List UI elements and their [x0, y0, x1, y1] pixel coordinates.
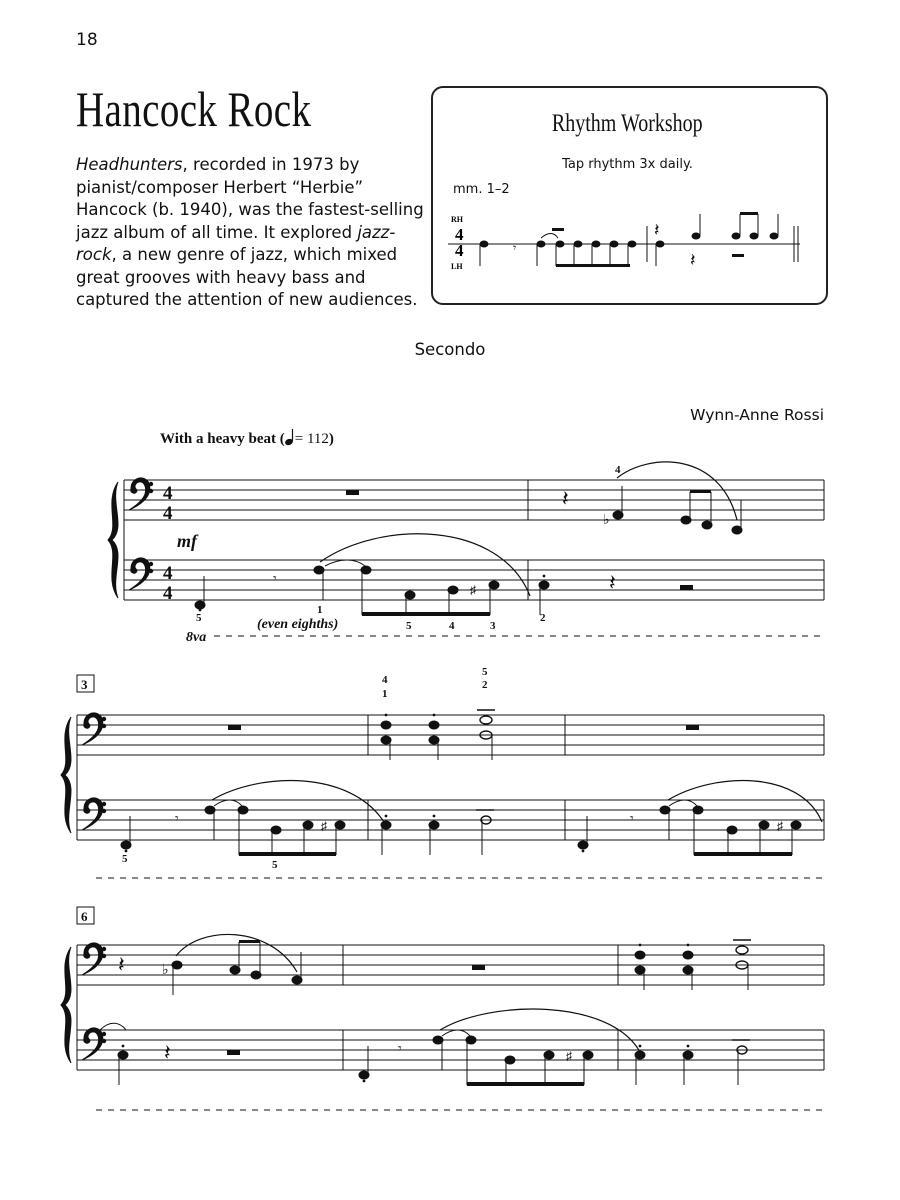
fingering-m1-c: 5 [406, 620, 412, 632]
time-sig-top-lower: 4 [163, 563, 173, 584]
fingering-m1-a: 5 [196, 612, 202, 624]
system-1 [108, 462, 824, 645]
rhythm-workshop-title: Rhythm Workshop [552, 110, 703, 137]
fingering-m2-bottom: 2 [540, 612, 546, 624]
fingering-m4-top-a: 4 [382, 674, 388, 686]
tempo-marking: With a heavy beat ( = 112) [160, 428, 334, 448]
fingering-m2-top: 4 [615, 464, 621, 476]
svg-text:♭: ♭ [603, 513, 610, 528]
octave-mark: 8va [186, 630, 207, 645]
lh-label: LH [451, 262, 463, 271]
time-sig-top-upper: 4 [163, 483, 173, 504]
svg-text:♯: ♯ [566, 1049, 572, 1063]
svg-text:𝄾: 𝄾 [398, 1042, 402, 1057]
time-sig-bottom-lower: 4 [163, 583, 173, 604]
svg-text:♯: ♯ [470, 583, 476, 597]
svg-text:𝄾: 𝄾 [513, 241, 517, 255]
svg-text:𝄽: 𝄽 [690, 250, 696, 270]
fingering-m1-e: 3 [490, 620, 496, 632]
rw-time-bottom: 4 [455, 241, 464, 260]
fingering-m1-b: 1 [317, 604, 323, 616]
svg-text:𝄽: 𝄽 [164, 1040, 171, 1065]
intro-text-a: , recorded in 1973 by pianist/composer Herbert “Herbie” Hancock (b. 1940), was the fastest-selling jazz album of all time. It explored [76, 155, 424, 242]
rhythm-workshop-instruction: Tap rhythm 3x daily. [562, 157, 693, 172]
measure-number-3: 3 [81, 677, 88, 692]
composer-name: Wynn-Anne Rossi [690, 406, 824, 424]
fingering-m3-a: 5 [122, 853, 128, 865]
svg-text:𝄾: 𝄾 [175, 812, 179, 827]
svg-text:♭: ♭ [162, 963, 169, 978]
dynamic-mf: mf [177, 531, 197, 551]
svg-text:𝄾: 𝄾 [630, 812, 634, 827]
rhythm-workshop-staff [448, 212, 800, 271]
rw-time-top: 4 [455, 225, 464, 244]
svg-text:𝄽: 𝄽 [562, 486, 569, 511]
rh-label: RH [451, 215, 463, 224]
fingering-m4-top-b: 1 [382, 688, 388, 700]
measure-number-6: 6 [81, 909, 88, 924]
svg-text:♯: ♯ [777, 819, 783, 833]
system-2 [61, 666, 824, 878]
fingering-m4-top-c: 5 [482, 666, 488, 678]
genre-term: jazz-rock [76, 222, 396, 264]
even-eighths-text: (even eighths) [257, 617, 339, 632]
svg-text:♯: ♯ [321, 819, 327, 833]
svg-text:𝄽: 𝄽 [118, 952, 125, 977]
svg-text:𝄽: 𝄽 [609, 570, 616, 595]
fingering-m3-b: 5 [272, 859, 278, 871]
rhythm-workshop-measures: mm. 1–2 [453, 182, 510, 197]
page-title: Hancock Rock [76, 81, 312, 137]
part-name: Secondo [414, 340, 486, 359]
system-3 [61, 907, 824, 1110]
svg-text:𝄽: 𝄽 [654, 220, 660, 240]
svg-text:𝄾: 𝄾 [273, 572, 277, 587]
intro-text-b: , a new genre of jazz, which mixed great grooves with heavy bass and captured the attention of new audiences. [76, 245, 418, 309]
time-sig-bottom-upper: 4 [163, 503, 173, 524]
fingering-m1-d: 4 [449, 620, 455, 632]
fingering-m4-top-d: 2 [482, 679, 488, 691]
album-title: Headhunters [76, 155, 183, 174]
page-number: 18 [76, 30, 98, 50]
